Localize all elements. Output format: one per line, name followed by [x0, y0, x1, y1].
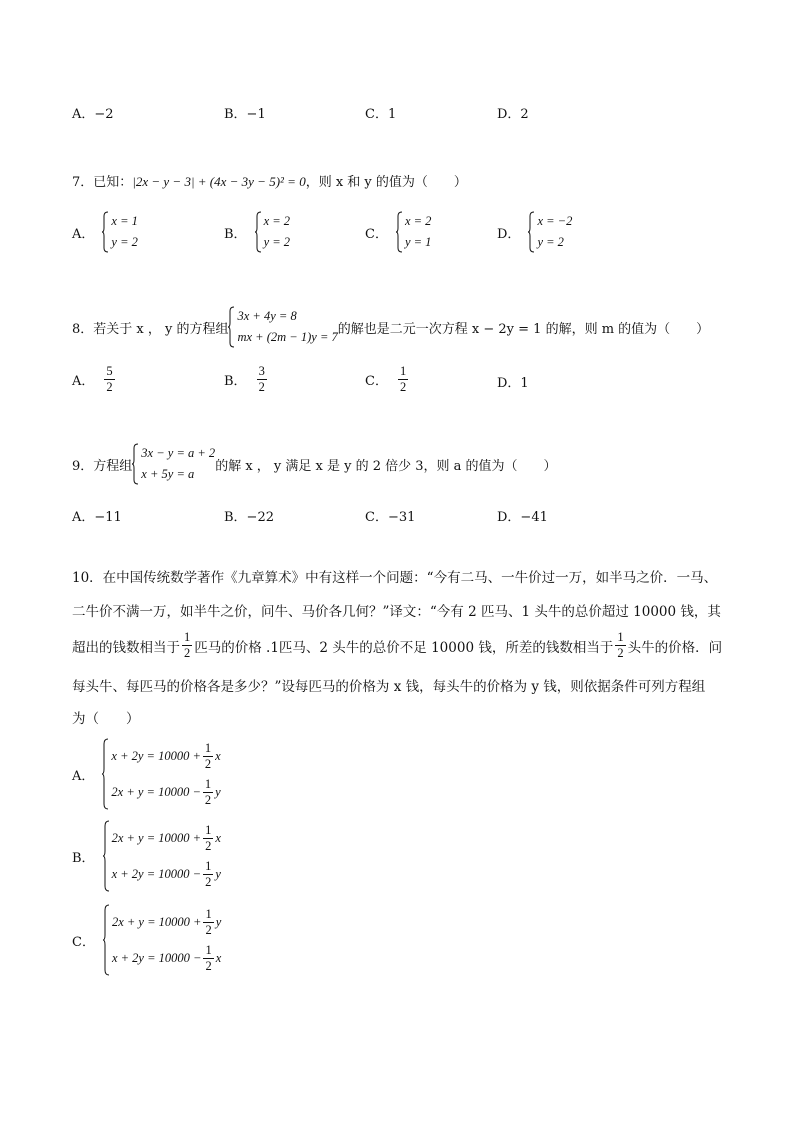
q10-line-2: 二牛价不满一万，如半牛之价，问牛、马价各几何？”译文：“今有 2 匹马、1 头牛的总价超过 10000 钱，其 [72, 604, 721, 620]
equation-row: x = 2 [404, 214, 432, 228]
q6-option-a: A．−2 [72, 107, 114, 122]
equation-row: x = −2 [537, 214, 573, 228]
q10-line-3b: 匹马的价格 .1匹马、2 头牛的总价不足 10000 钱，所差的钱数相当于 [194, 639, 614, 656]
q7-stem [72, 171, 467, 190]
q8-option-d: D．1 [497, 376, 529, 391]
q6-option-b: B．−1 [224, 107, 266, 122]
equation-row: x + 2y = 10000 − $\frac{1}{2}$ x [111, 942, 222, 973]
equation-row: 2x + y = 10000 + $\frac{1}{2}$ x [111, 822, 221, 853]
equation-system [102, 211, 137, 253]
q8-suffix: 的解也是二元一次方程 x − 2y = 1 的解，则 m 的值为（ ） [337, 321, 710, 337]
numerator: 1 [617, 630, 624, 644]
q8-option-c [365, 364, 410, 395]
q7-option-b [224, 211, 290, 253]
numerator: 5 [106, 364, 113, 378]
equation-row: 2x + y = 10000 + $\frac{1}{2}$ y [111, 906, 222, 937]
option-label: D． [497, 226, 521, 242]
q8-option-b [224, 364, 269, 395]
equation-system [103, 904, 221, 976]
equation-system [102, 738, 220, 810]
q9-option-d: D．−41 [497, 510, 548, 525]
q9-option-b: B．−22 [224, 510, 274, 525]
left-brace-icon [228, 306, 235, 348]
equation-row: x + 5y = a [141, 467, 195, 481]
denominator: 2 [258, 380, 265, 394]
equation-row: x + 2y = 10000 − $\frac{1}{2}$ y [111, 858, 221, 889]
q10-option-a [72, 738, 221, 810]
fraction-half [182, 630, 192, 661]
q9-option-a: A．−11 [72, 510, 122, 525]
equation-row: x + 2y = 10000 + $\frac{1}{2}$ x [111, 740, 221, 771]
option-label: B． [224, 374, 247, 389]
q9-suffix: 的解 x ， y 满足 x 是 y 的 2 倍少 3，则 a 的值为（ ） [215, 458, 557, 474]
numerator: 3 [258, 364, 265, 378]
equation-system [228, 306, 337, 348]
left-brace-icon [102, 211, 109, 253]
equation-row: 3x + 4y = 8 [237, 309, 297, 323]
q10-option-c [72, 904, 221, 976]
equation-row: x = 2 [263, 214, 291, 228]
denominator: 2 [106, 380, 113, 394]
left-brace-icon [132, 443, 139, 485]
left-brace-icon [103, 904, 110, 976]
equation-row: y = 2 [111, 235, 138, 249]
fraction-half [615, 630, 625, 661]
numerator: 1 [184, 630, 191, 644]
q7-prefix: 7．已知： [72, 175, 133, 190]
left-brace-icon [103, 820, 110, 892]
option-label: B． [224, 226, 247, 242]
q8-option-a [72, 364, 117, 395]
q9-prefix: 9．方程组 [72, 458, 133, 474]
q10-line-3 [72, 630, 722, 661]
left-brace-icon [528, 211, 535, 253]
equation-row: 3x − y = a + 2 [141, 446, 216, 460]
left-brace-icon [396, 211, 403, 253]
q10-line-3a: 超出的钱数相当于 [72, 639, 180, 656]
equation-system [255, 211, 290, 253]
q8-prefix: 8．若关于 x ， y 的方程组 [72, 321, 229, 337]
equation-row: mx + (2m − 1)y = 7 [237, 330, 338, 344]
q9-option-c: C．−31 [365, 510, 416, 525]
q6-option-c: C．1 [365, 107, 397, 122]
q6-option-d: D．2 [497, 107, 529, 122]
option-label: C． [365, 374, 388, 389]
numerator: 1 [399, 364, 407, 378]
equation-row: y = 2 [263, 235, 291, 249]
q10-line-5: 为（ ） [72, 711, 140, 727]
denominator: 2 [617, 646, 624, 660]
left-brace-icon [255, 211, 262, 253]
q7-option-c [365, 211, 431, 253]
equation-system [396, 211, 431, 253]
equation-system [103, 820, 221, 892]
left-brace-icon [102, 738, 109, 810]
q10-line-3c: 头牛的价格．问 [627, 639, 723, 656]
q9-stem [72, 443, 557, 485]
q7-option-d [497, 211, 572, 253]
equation-row: y = 2 [537, 235, 564, 249]
denominator: 2 [184, 646, 191, 660]
q10-line-1: 10．在中国传统数学著作《九章算术》中有这样一个问题：“今有二马、一牛价过一万，如半马之价．一马、 [72, 570, 718, 586]
fraction [398, 364, 408, 395]
equation-system [132, 443, 215, 485]
option-label: A． [72, 226, 95, 242]
q7-suffix: ，则 x 和 y 的值为（ ） [305, 175, 467, 190]
q10-line-4: 每头牛、每匹马的价格各是多少？”设每匹马的价格为 x 钱，每头牛的价格为 y 钱，则依据条件可列方程组 [72, 679, 706, 695]
fraction [104, 364, 114, 395]
q10-option-b [72, 820, 221, 892]
denominator: 2 [399, 380, 407, 394]
equation-system [528, 211, 572, 253]
option-label: C． [365, 226, 388, 242]
equation-row: y = 1 [404, 235, 432, 249]
option-label: A． [72, 374, 95, 389]
fraction [257, 364, 267, 395]
q7-equation: |2x − y − 3| + (4x − 3y − 5)² = 0 [132, 174, 306, 189]
option-label: A． [72, 768, 95, 784]
equation-row: 2x + y = 10000 − $\frac{1}{2}$ y [111, 776, 221, 807]
q7-option-a [72, 211, 138, 253]
option-label: C． [72, 934, 95, 950]
option-label: B． [72, 850, 95, 866]
q8-stem [72, 306, 709, 348]
equation-row: x = 1 [111, 214, 138, 228]
